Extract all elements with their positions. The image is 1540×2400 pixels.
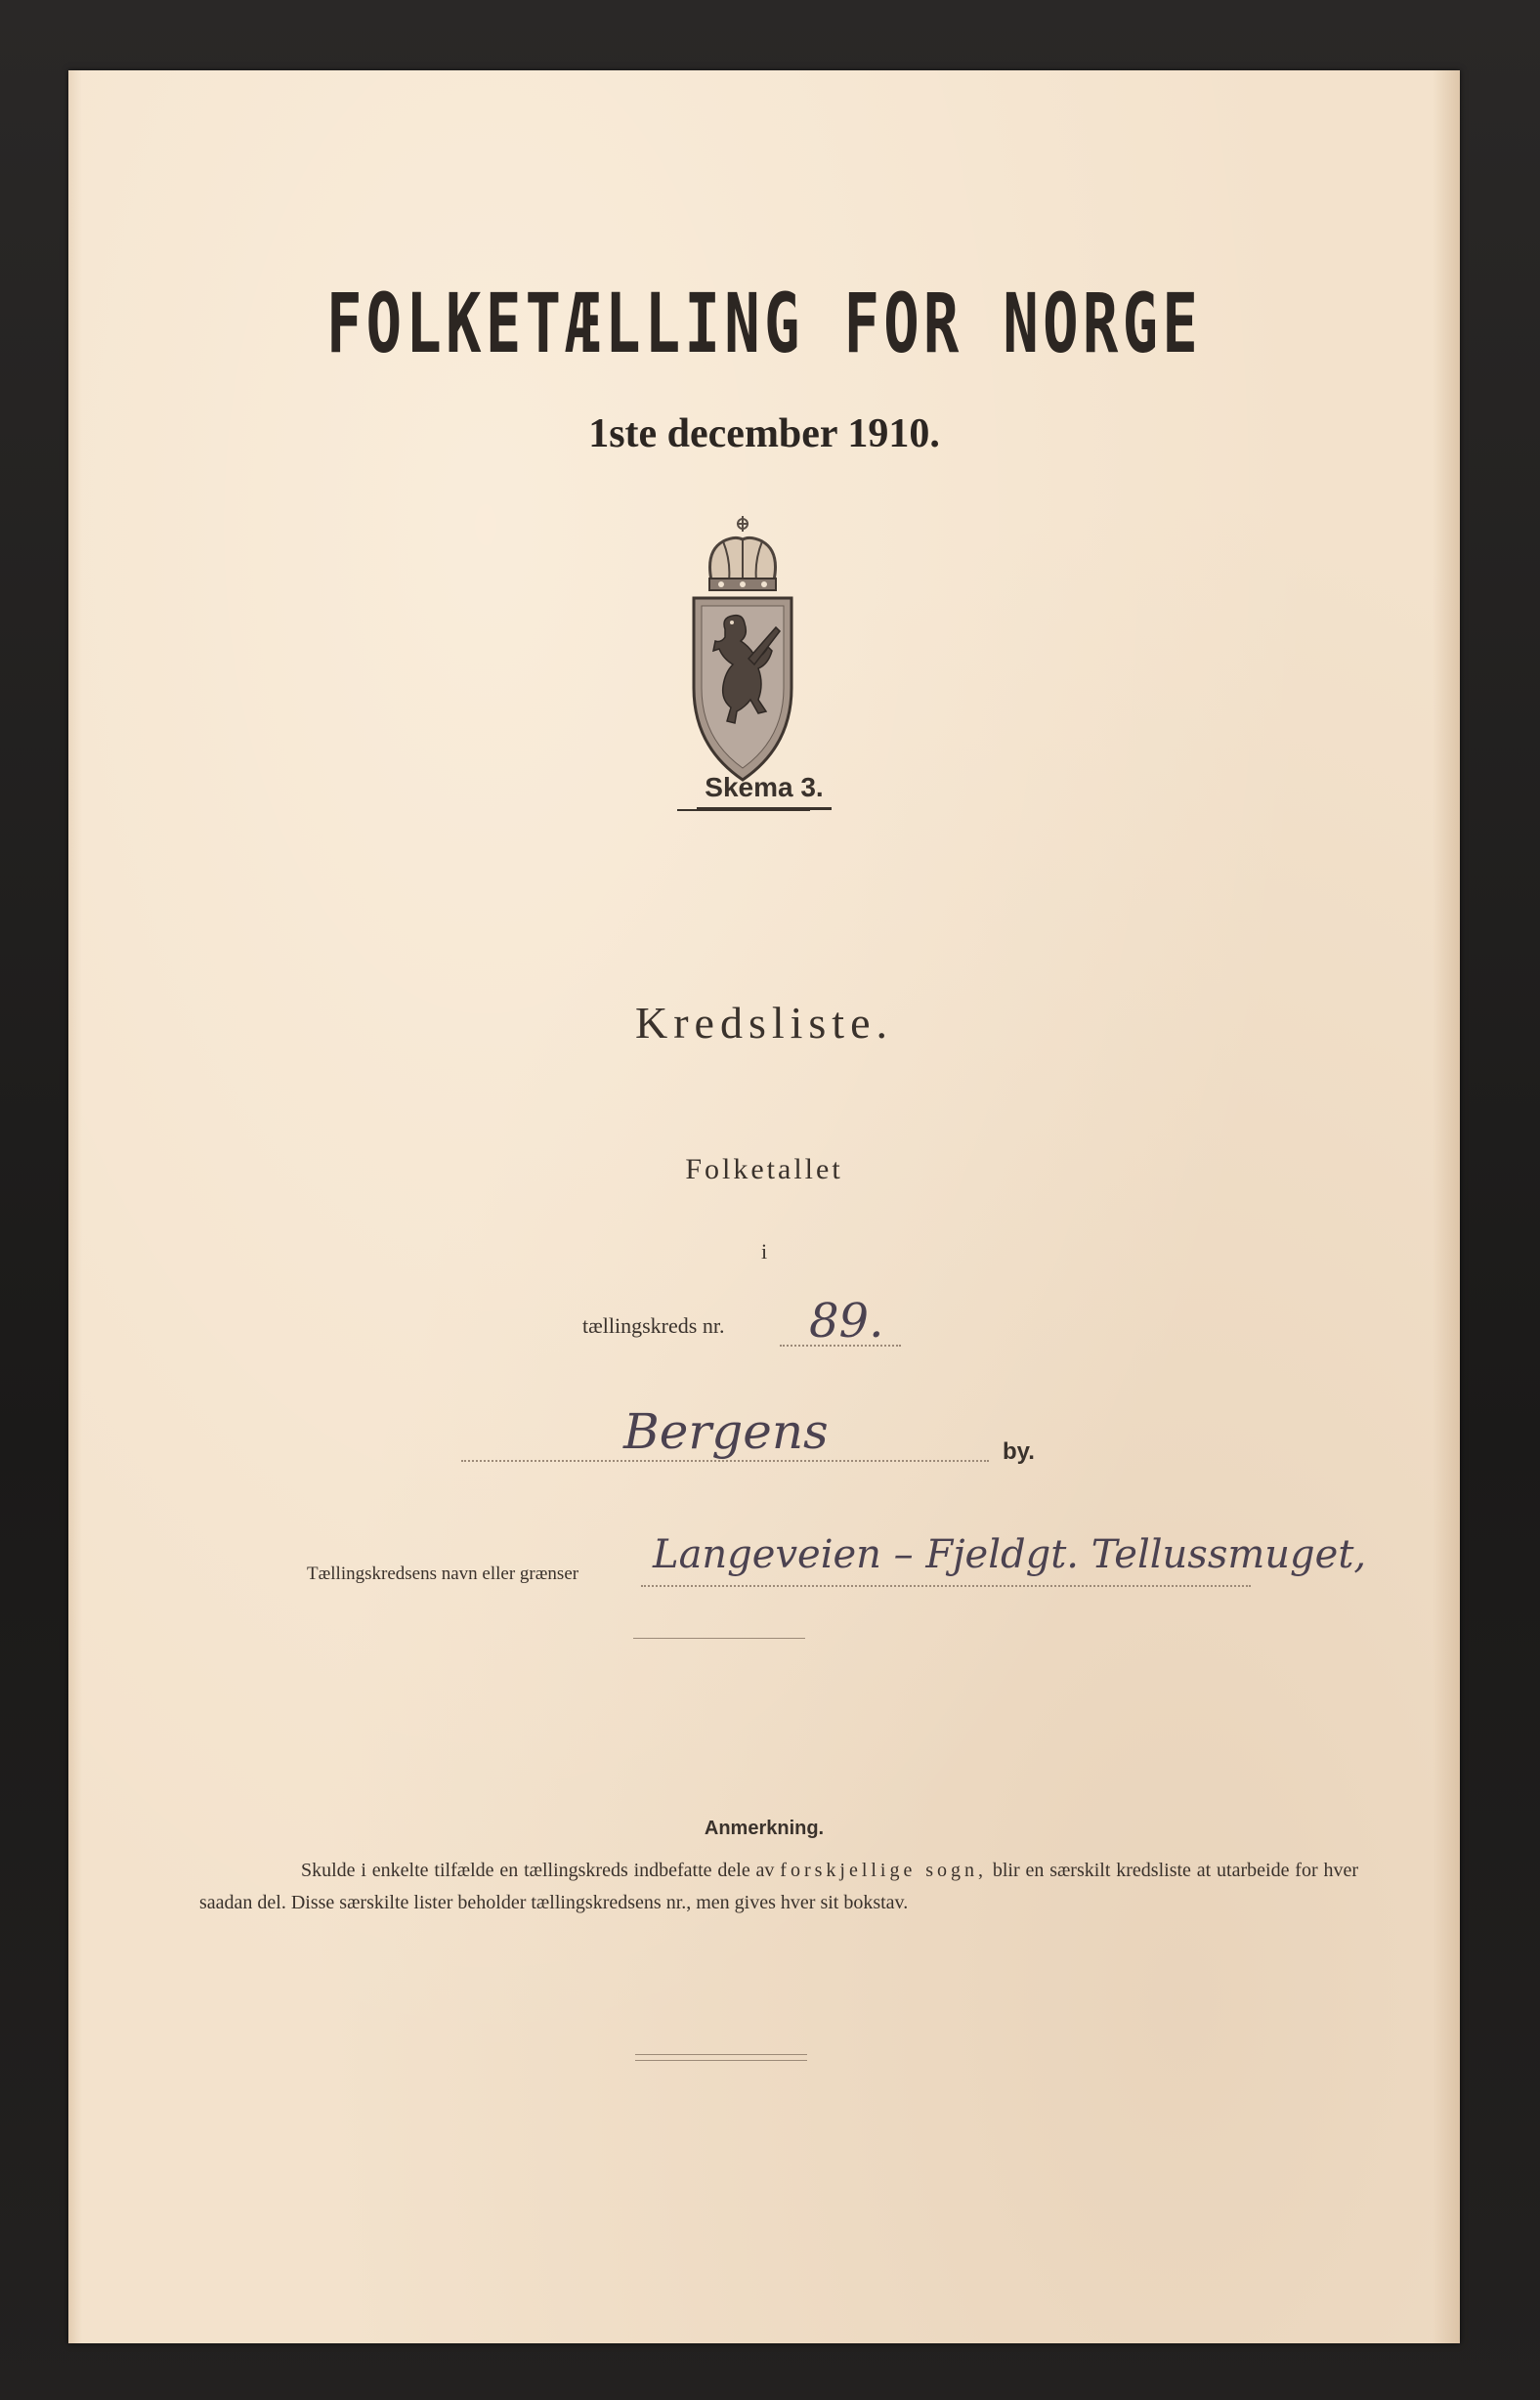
district-number-value[interactable]: 89.: [809, 1294, 884, 1349]
boundary-label: Tællingskredsens navn eller grænser: [307, 1564, 579, 1584]
boundary-dotted-line: [641, 1585, 1251, 1587]
end-double-rule-top: [635, 2054, 807, 2055]
city-value[interactable]: Bergens: [623, 1403, 829, 1460]
preposition-label: i: [760, 1239, 768, 1264]
page-title: FOLKETÆLLING FOR NORGE: [325, 276, 1203, 371]
note-heading: Anmerkning.: [704, 1818, 825, 1839]
city-dotted-line: [461, 1460, 989, 1462]
city-suffix: by.: [1003, 1438, 1035, 1465]
folketallet-label: Folketallet: [685, 1153, 843, 1185]
note-body: Skulde i enkelte tilfælde en tællingskreds indbefatte dele av forskjellige sogn, blir en særskilt kredsliste at utarbeide for hver saadan del. Disse særskilte lister beholder tællingskredsens nr., men gives hver sit bokstav.: [199, 1860, 1359, 1913]
census-date: 1ste december 1910.: [588, 411, 940, 456]
crown-icon: [709, 516, 776, 590]
schema-underline: [677, 809, 810, 811]
end-double-rule-bottom: [635, 2060, 807, 2061]
census-form-page: [68, 70, 1460, 2343]
norwegian-coat-of-arms-icon: [686, 512, 799, 784]
section-divider: [633, 1638, 805, 1639]
boundary-value[interactable]: Langeveien – Fjeldgt. Tellussmuget,: [653, 1532, 1367, 1577]
schema-label: Skema 3.: [68, 772, 1460, 810]
form-heading: Kredsliste.: [634, 998, 893, 1048]
district-number-label: tællingskreds nr.: [582, 1313, 725, 1338]
